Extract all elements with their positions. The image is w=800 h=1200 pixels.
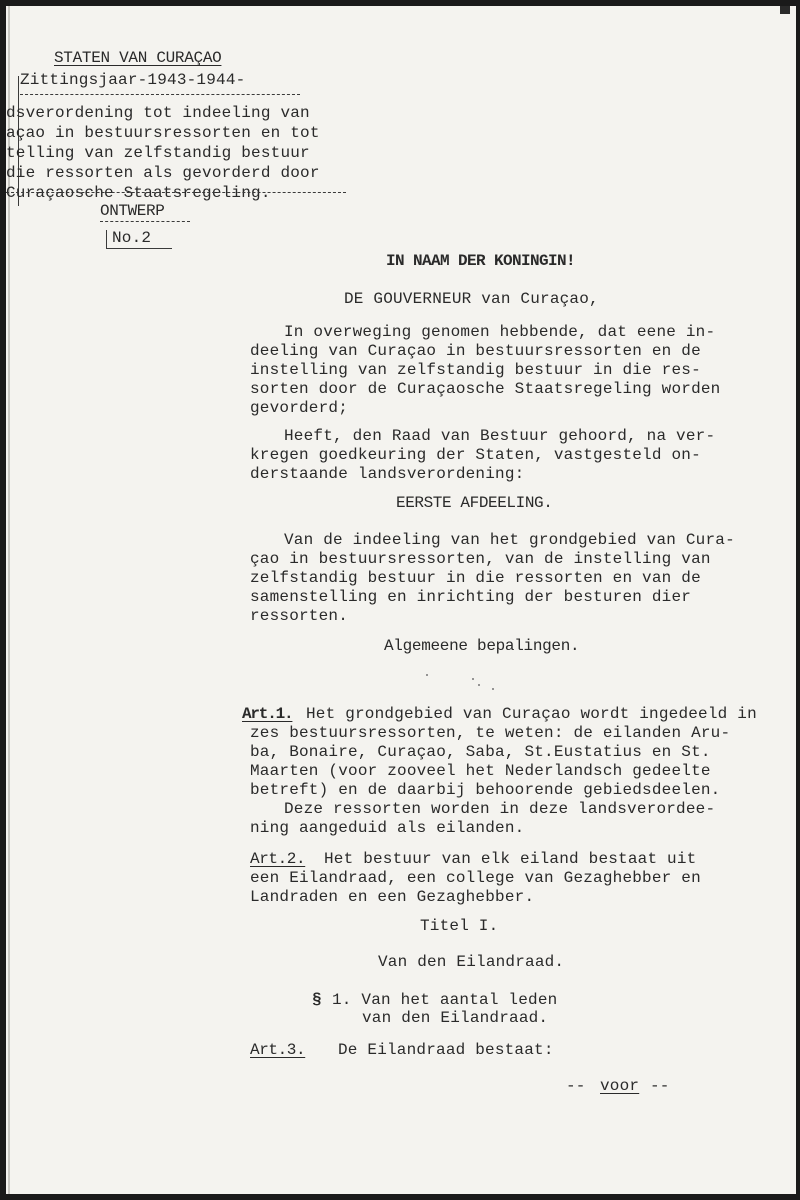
enactment-line-2: kregen goedkeuring der Staten, vastgesteld on- — [250, 446, 701, 464]
consideration-line-5: gevorderd; — [250, 399, 349, 417]
art3-label: Art.3. — [250, 1041, 306, 1059]
consideration-line-3: instelling van zelfstandig bestuur in die res- — [250, 361, 701, 379]
catchword-suffix: -- — [650, 1077, 670, 1095]
ink-speck — [478, 684, 480, 686]
art1-line-3: ba, Bonaire, Curaçao, Saba, St.Eustatius en St. — [250, 743, 711, 761]
paragraph-marker: § — [312, 991, 322, 1009]
document-page — [6, 6, 796, 1194]
draft-number-bracket — [106, 230, 107, 248]
draft-number: No.2 — [112, 229, 152, 247]
art1-line-4: Maarten (voor zooveel het Nederlandsch gedeelte — [250, 762, 711, 780]
art2-line-2: een Eilandraad, een college van Gezaghebber en — [250, 869, 701, 887]
paragraph-line-1: 1. Van het aantal leden — [332, 991, 558, 1009]
subject-line-5: Curaçaosche Staatsregeling. — [6, 184, 271, 202]
section-intro-line-1: Van de indeeling van het grondgebied van Cura- — [284, 531, 735, 549]
consideration-line-4: sorten door de Curaçaosche Staatsregeling worden — [250, 380, 721, 398]
draft-label: ONTWERP — [100, 202, 165, 220]
general-heading: Algemeene bepalingen. — [384, 637, 580, 655]
section-intro-line-2: çao in bestuursressorten, van de instelling van — [250, 550, 711, 568]
session-dash-rule — [20, 94, 300, 95]
enactment-line-1: Heeft, den Raad van Bestuur gehoord, na ver- — [284, 427, 716, 445]
art1-line-7: ning aangeduid als eilanden. — [250, 819, 525, 837]
subject-line-1: dsverordening tot indeeling van — [6, 104, 310, 122]
draft-number-rule — [106, 248, 172, 249]
ink-speck — [472, 678, 474, 680]
paragraph-line-2: van den Eilandraad. — [362, 1009, 549, 1027]
art2-label: Art.2. — [250, 850, 306, 868]
consideration-line-1: In overweging genomen hebbende, dat eene in- — [284, 323, 716, 341]
ink-speck — [426, 674, 428, 676]
enactment-line-3: derstaande landsverordening: — [250, 465, 525, 483]
art1-line-5: betreft) en de daarbij behoorende gebiedsdeelen. — [250, 781, 721, 799]
catchword-prefix: -- — [566, 1077, 586, 1095]
governor-line: DE GOUVERNEUR van Curaçao, — [344, 290, 599, 308]
art3-text: De Eilandraad bestaat: — [338, 1041, 554, 1059]
session-year: Zittingsjaar-1943-1944- — [20, 71, 246, 89]
art1-line-1: Het grondgebied van Curaçao wordt ingedeeld in — [306, 705, 757, 723]
title-subject: Van den Eilandraad. — [378, 953, 565, 971]
section-intro-line-4: samenstelling en inrichting der besturen dier — [250, 588, 692, 606]
art2-line-3: Landraden en een Gezaghebber. — [250, 888, 535, 906]
subject-line-4: die ressorten als gevorderd door — [6, 164, 320, 182]
section-intro-line-5: ressorten. — [250, 607, 349, 625]
section-heading: EERSTE AFDEELING. — [396, 494, 553, 512]
catchword: voor — [600, 1077, 640, 1095]
art1-line-2: zes bestuursressorten, te weten: de eilanden Aru- — [250, 724, 731, 742]
consideration-line-2: deeling van Curaçao in bestuursressorten en de — [250, 342, 701, 360]
body-name: STATEN VAN CURAÇAO — [54, 49, 222, 67]
subject-line-3: telling van zelfstandig bestuur — [6, 144, 310, 162]
art1-line-6: Deze ressorten worden in deze landsverordee- — [284, 800, 716, 818]
ink-speck — [492, 688, 494, 690]
art1-label: Art.1. — [242, 705, 293, 723]
corner-mark — [780, 6, 790, 14]
section-intro-line-3: zelfstandig bestuur in die ressorten en van de — [250, 569, 701, 587]
subject-line-2: açao in bestuursressorten en tot — [6, 124, 320, 142]
art2-line-1: Het bestuur van elk eiland bestaat uit — [324, 850, 697, 868]
subject-dash-rule — [6, 192, 346, 193]
draft-dash-rule — [100, 221, 190, 222]
title-heading: Titel I. — [420, 917, 499, 935]
invocation: IN NAAM DER KONINGIN! — [386, 252, 576, 270]
